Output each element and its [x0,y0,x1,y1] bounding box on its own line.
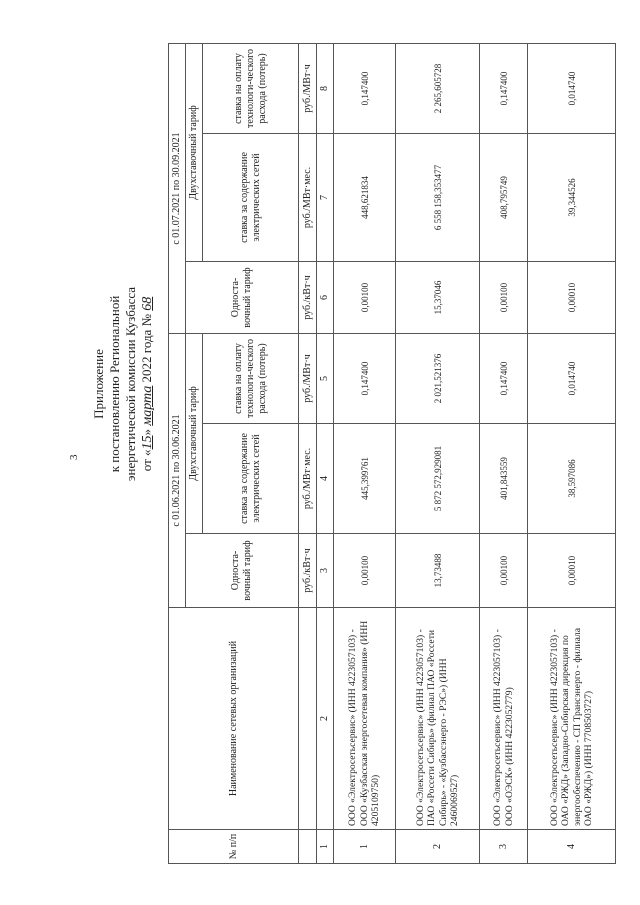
header-p1-maintenance: ставка за содержание электрических сетей [203,424,299,534]
p2-one-rate-value: 0,00100 [480,262,528,334]
units-row [299,44,317,864]
row-number: 3 [480,830,528,864]
header-period-1: с 01.06.2021 по 30.06.2021 [169,334,186,608]
p2-maintenance-value: 39,344526 [528,134,616,262]
unit-p2-losses: руб./МВт·ч [299,44,317,134]
column-numbers-row [317,44,334,864]
column-number: 8 [317,44,334,134]
header-p1-losses: ставка на оплату технологи-ческого расхода (потерь) [203,334,299,424]
column-number: 1 [317,830,334,864]
p2-one-rate-value: 0,00100 [334,262,396,334]
p2-losses-value: 0,147400 [480,44,528,134]
unit-p1-one-rate: руб./кВт·ч [299,534,317,608]
appendix-line-2: энергетической комиссии Кузбасса [123,286,138,482]
p1-losses-value: 0,147400 [334,334,396,424]
appendix-line-1: к постановлению Региональной [107,295,122,473]
table-row [396,44,480,864]
p2-maintenance-value: 408,795749 [480,134,528,262]
header-p2-two-rate: Двухставочный тариф [186,44,203,262]
row-number: 4 [528,830,616,864]
header-p2-losses: ставка на оплату технологи-ческого расхода (потерь) [203,44,299,134]
column-number: 3 [317,534,334,608]
header-p2-one-rate: Односта-вочный тариф [186,262,299,334]
units-blank-org [299,608,317,830]
appendix-title: Приложение [91,349,106,419]
organization-name: ООО «Электросетьсервис» (ИНН 4223057103) - ОАО «РЖД» (Западно-Сибирская дирекция по энергообеспечению - СП Трансэнерго - филиала ОАО «РЖД») (ИНН 7708503727) [528,608,616,830]
p1-one-rate-value: 0,00100 [480,534,528,608]
p1-losses-value: 0,014740 [528,334,616,424]
p1-maintenance-value: 38,597086 [528,424,616,534]
p1-maintenance-value: 5 872 572,929081 [396,424,480,534]
p2-losses-value: 2 265,605728 [396,44,480,134]
rotated-page-content [88,44,618,866]
unit-p2-one-rate: руб./кВт·ч [299,262,317,334]
p2-losses-value: 0,147400 [334,44,396,134]
column-number: 7 [317,134,334,262]
page-number: 3 [68,454,80,460]
handwritten-month: марта [140,385,155,426]
p2-maintenance-value: 6 558 158,353477 [396,134,480,262]
p1-losses-value: 2 021,521376 [396,334,480,424]
header-no: № п/п [169,830,299,864]
date-prefix: от « [139,449,154,472]
unit-p1-maintenance: руб./МВт·мес. [299,424,317,534]
p1-maintenance-value: 401,843559 [480,424,528,534]
tariff-table-wrapper [168,44,616,864]
year-text: 2022 года № [139,314,154,383]
table-row [480,44,528,864]
p2-maintenance-value: 448,621834 [334,134,396,262]
appendix-date-line [139,234,156,534]
p2-losses-value: 0,014740 [528,44,616,134]
header-period-2: с 01.07.2021 по 30.09.2021 [169,44,186,334]
header-p1-two-rate: Двухставочный тариф [186,334,203,534]
appendix-header [91,234,156,534]
handwritten-day: 15 [140,435,155,450]
unit-p2-maintenance: руб./МВт·мес. [299,134,317,262]
header-p1-one-rate: Односта-вочный тариф [186,534,299,608]
units-blank-no [299,830,317,864]
p1-one-rate-value: 0,00100 [334,534,396,608]
table-row [334,44,396,864]
organization-name: ООО «Электросетьсервис» (ИНН 4223057103) - ООО «Кузбасская энергосетевая компания» (ИНН 4205109750) [334,608,396,830]
header-p2-maintenance: ставка за содержание электрических сетей [203,134,299,262]
tariff-table [168,43,616,864]
date-mid: » [139,428,154,436]
header-org: Наименование сетевых организаций [169,608,299,830]
header-row-periods [169,44,186,864]
p1-losses-value: 0,147400 [480,334,528,424]
row-number: 2 [396,830,480,864]
column-number: 4 [317,424,334,534]
column-number: 5 [317,334,334,424]
organization-name: ООО «Электросетьсервис» (ИНН 4223057103) - ПАО «Россети Сибирь» (филиал ПАО «Россети Сибирь» - «Кузбассэнерго - РЭС») (ИНН 2460069527) [396,608,480,830]
column-number: 2 [317,608,334,830]
p1-one-rate-value: 13,73488 [396,534,480,608]
p1-maintenance-value: 445,399761 [334,424,396,534]
table-row [528,44,616,864]
column-number: 6 [317,262,334,334]
organization-name: ООО «Электросетьсервис» (ИНН 4223057103) - ООО «ОЭСК» (ИНН 4223052779) [480,608,528,830]
handwritten-number: 68 [140,296,155,311]
row-number: 1 [334,830,396,864]
p2-one-rate-value: 0,00010 [528,262,616,334]
unit-p1-losses: руб./МВт·ч [299,334,317,424]
p2-one-rate-value: 15,37046 [396,262,480,334]
p1-one-rate-value: 0,00010 [528,534,616,608]
